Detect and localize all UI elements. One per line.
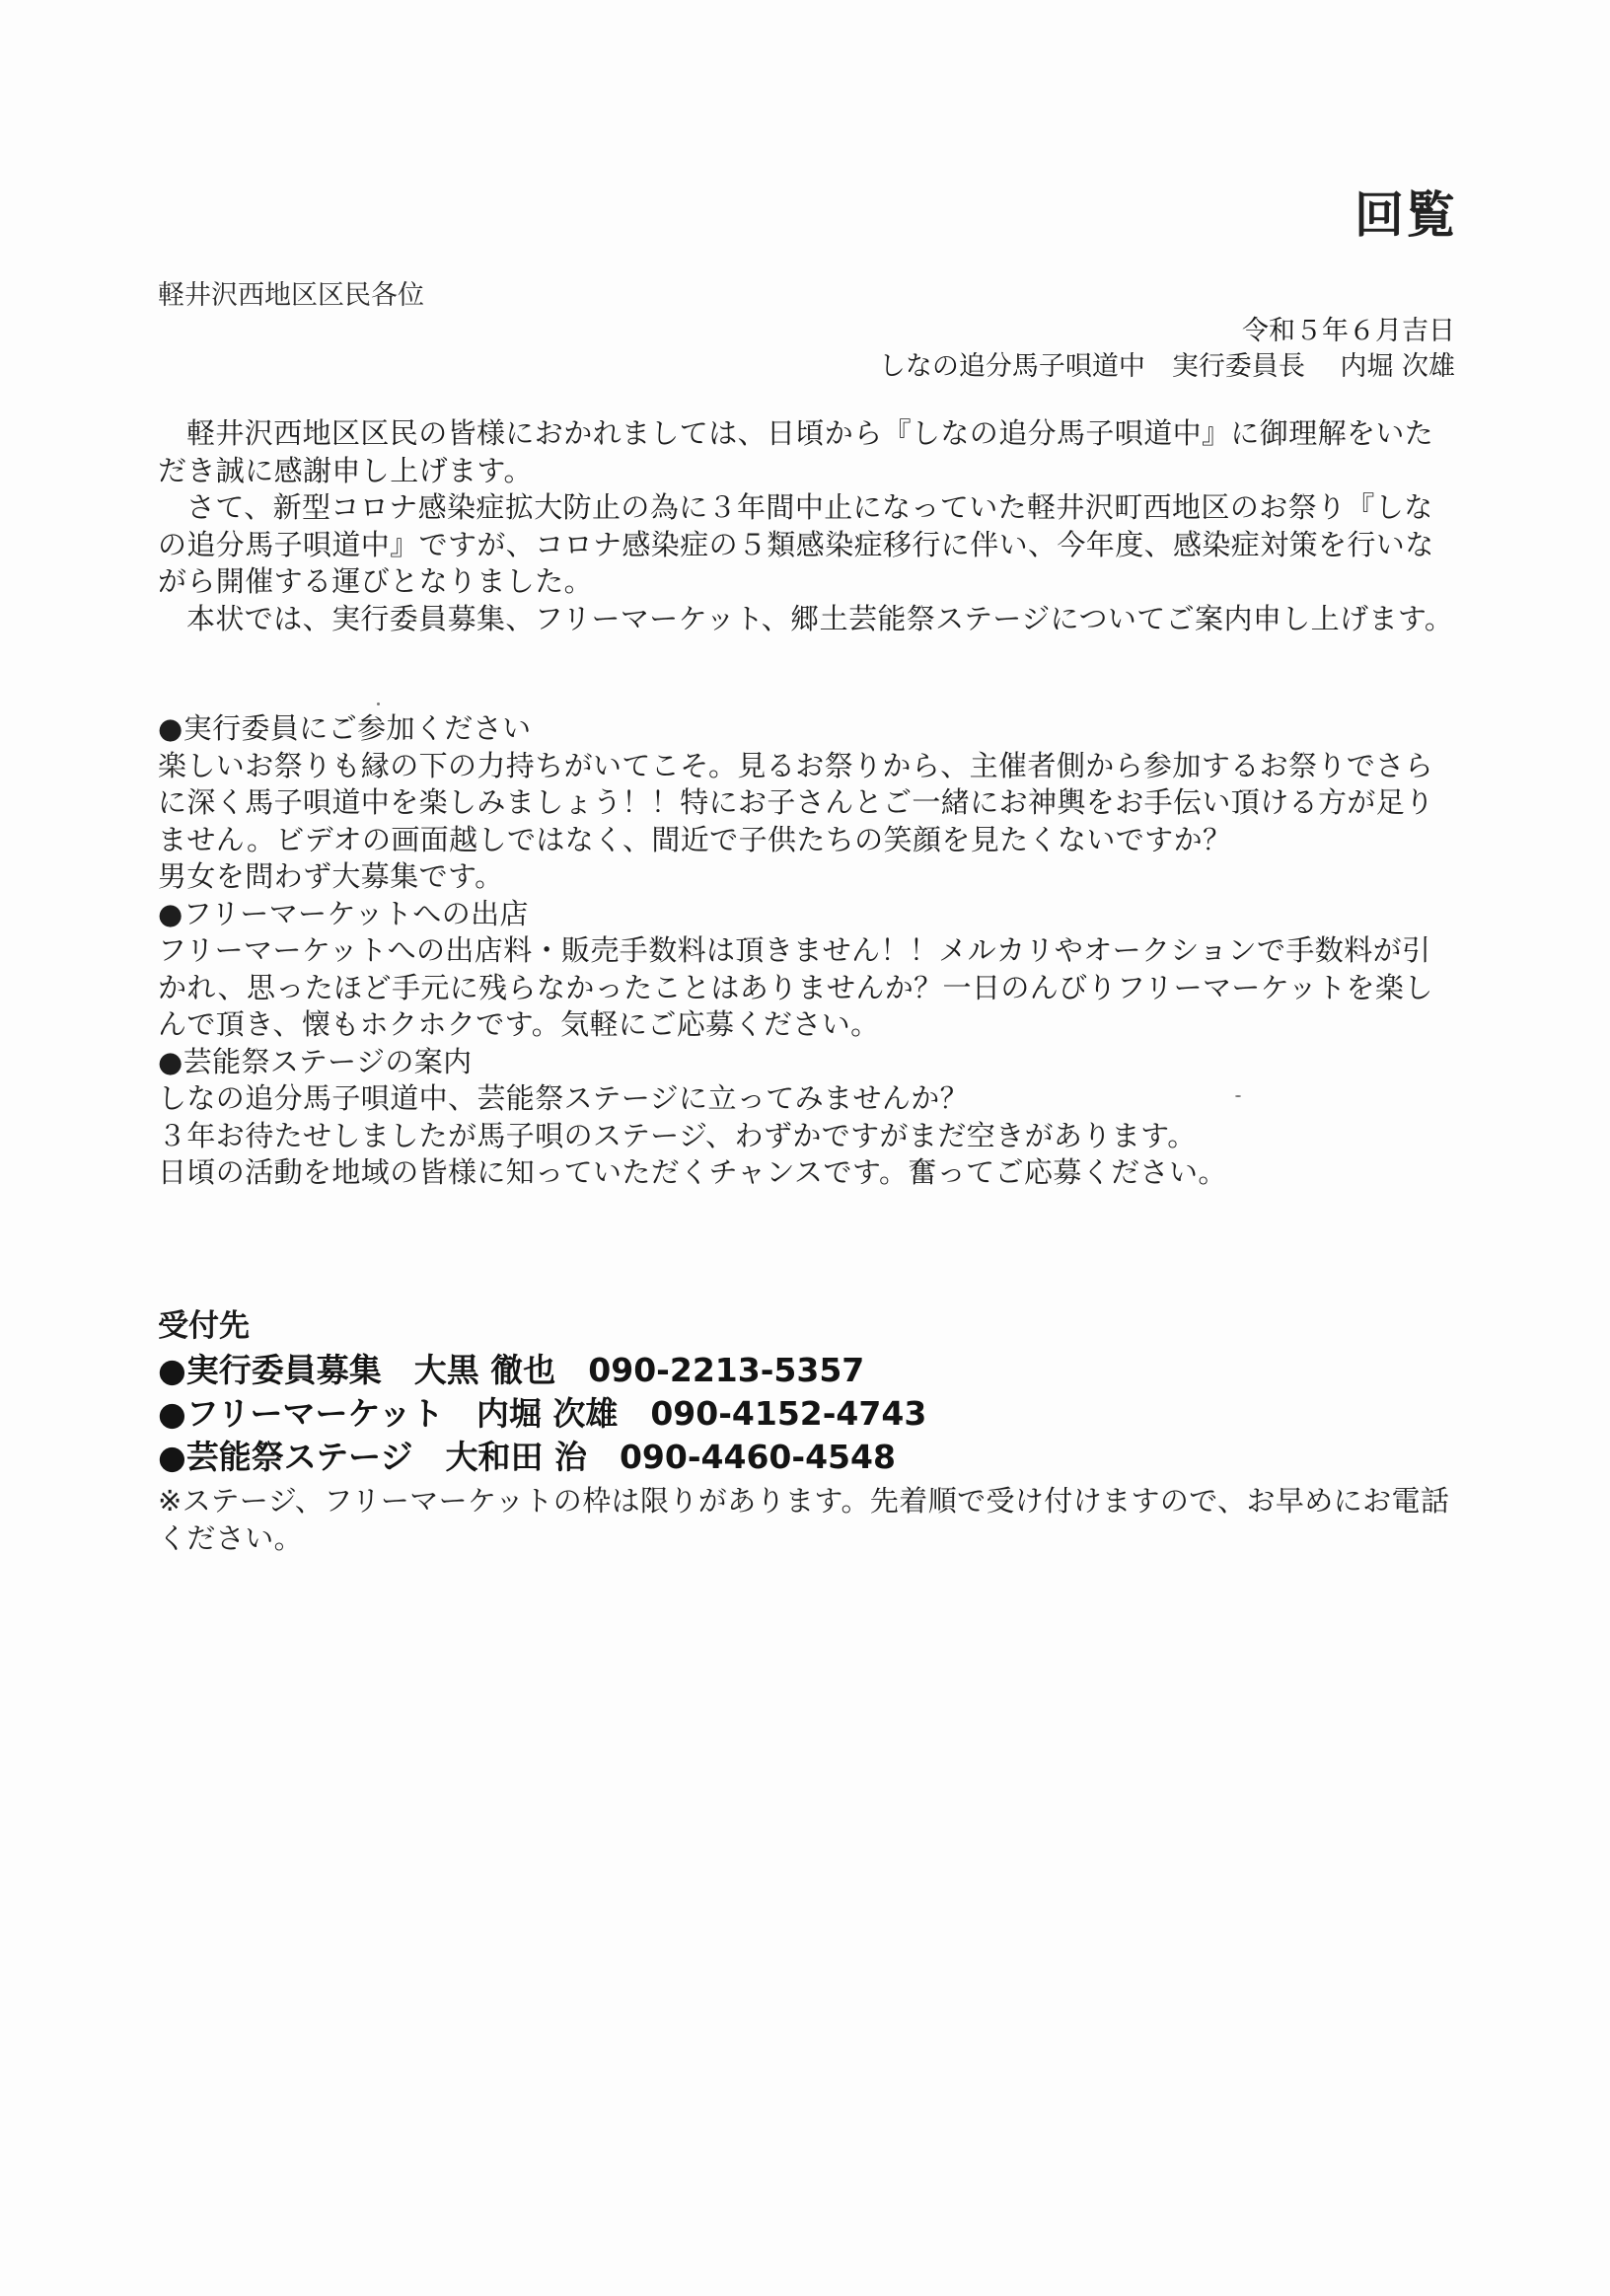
scan-speck <box>377 703 380 705</box>
intro-section <box>158 415 1458 637</box>
section-heading: ●芸能祭ステージの案内 <box>158 1044 473 1078</box>
intro-paragraph: さて、新型コロナ感染症拡大防止の為に３年間中止になっていた軽井沢町西地区のお祭り『しなの追分馬子唄道中』ですが、コロナ感染症の５類感染症移行に伴い、今年度、感染症対策を行いながら開催する運びとなりました。 <box>158 490 1434 598</box>
section-text: 楽しいお祭りも縁の下の力持ちがいてこそ。見るお祭りから、主催者側から参加するお祭りでさらに深く馬子唄道中を楽しみましょう！！特にお子さんとご一緒にお神輿をお手伝い頂ける方が足りません。ビデオの画面越しではなく、間近で子供たちの笑顔を見たくないですか？ <box>158 748 1434 856</box>
contact-row-flea-market: ●フリーマーケット 内堀 次雄 090-4152-4743 <box>158 1394 927 1433</box>
section-stage <box>158 1044 1458 1192</box>
issue-date: 令和５年６月吉日 <box>1242 316 1455 346</box>
section-text: しなの追分馬子唄道中、芸能祭ステージに立ってみませんか？ <box>158 1081 970 1115</box>
circulation-mark: 回覧 <box>1354 186 1457 244</box>
intro-paragraph: 本状では、実行委員募集、フリーマーケット、郷土芸能祭ステージについてご案内申し上げます。 <box>186 601 1454 635</box>
section-text: ３年お待たせしましたが馬子唄のステージ、わずかですがまだ空きがあります。 <box>158 1118 1197 1152</box>
announcement-sections <box>158 710 1458 1192</box>
section-heading: ●フリーマーケットへの出店 <box>158 896 529 930</box>
section-committee <box>158 710 1458 896</box>
contact-row-stage: ●芸能祭ステージ 大和田 治 090-4460-4548 <box>158 1438 896 1476</box>
section-flea-market <box>158 896 1458 1044</box>
intro-paragraph: 軽井沢西地区区民の皆様におかれましては、日頃から『しなの追分馬子唄道中』に御理解をいただき誠に感謝申し上げます。 <box>158 416 1434 487</box>
contact-section <box>158 1300 1458 1557</box>
addressee: 軽井沢西地区区民各位 <box>158 280 424 311</box>
sender: しなの追分馬子唄道中 実行委員長 内堀 次雄 <box>878 351 1455 382</box>
scan-speck <box>1235 1095 1241 1097</box>
contact-row-committee: ●実行委員募集 大黒 徹也 090-2213-5357 <box>158 1351 865 1389</box>
section-text: フリーマーケットへの出店料・販売手数料は頂きません！！メルカリやオークションで手数料が引かれ、思ったほど手元に残らなかったことはありませんか？一日のんびりフリーマーケットを楽しんで頂き、懐もホクホクです。気軽にご応募ください。 <box>158 933 1433 1041</box>
section-text: 男女を問わず大募集です。 <box>158 859 504 893</box>
section-text: 日頃の活動を地域の皆様に知っていただくチャンスです。奮ってご応募ください。 <box>158 1155 1227 1189</box>
section-heading: ●実行委員にご参加ください <box>158 711 532 745</box>
contacts-title: 受付先 <box>158 1308 250 1344</box>
contacts-note: ※ステージ、フリーマーケットの枠は限りがあります。先着順で受け付けますので、お早めにお電話ください。 <box>158 1484 1450 1555</box>
